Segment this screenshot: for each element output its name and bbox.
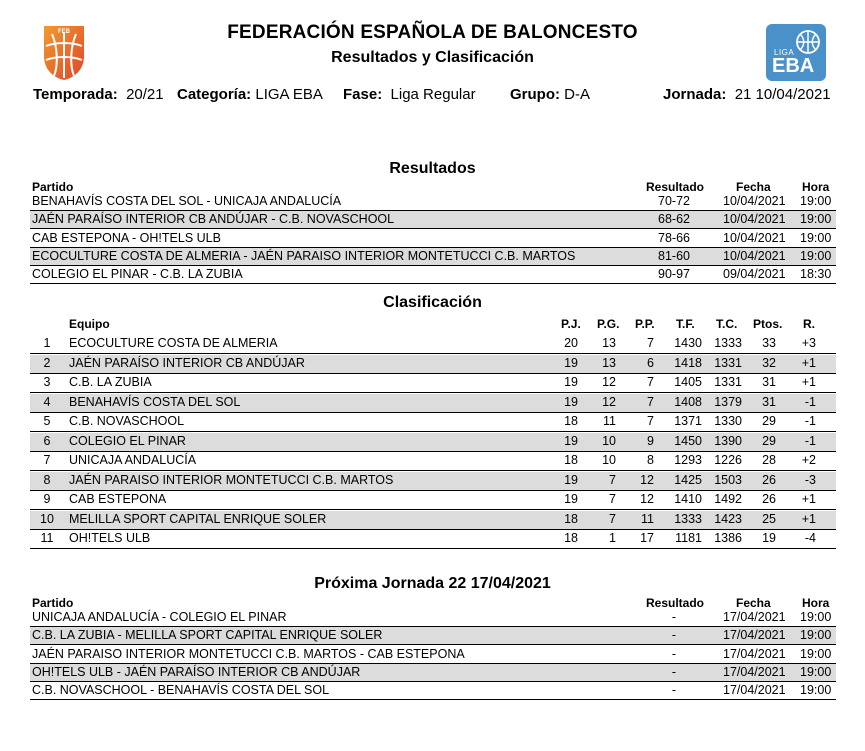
standing-pp: 8: [647, 453, 654, 467]
standing-pj: 18: [564, 414, 578, 428]
standing-r: +1: [801, 355, 816, 370]
match-partido: C.B. LA ZUBIA - MELILLA SPORT CAPITAL ENRIQUE SOLER: [32, 628, 383, 643]
standing-pp: 17: [640, 531, 654, 545]
meta-jornada: Jornada: 21 10/04/2021: [663, 86, 831, 103]
match-hora: 19:00: [800, 212, 832, 227]
standing-pj: 20: [564, 336, 578, 350]
standing-pg: 7: [609, 492, 616, 506]
standings-title: Clasificación: [383, 294, 482, 311]
standing-pp: 7: [647, 375, 654, 389]
match-fecha: 17/04/2021: [723, 628, 786, 643]
standing-pg: 13: [602, 355, 616, 370]
standing-tf: 1430: [674, 336, 702, 350]
standing-team: UNICAJA ANDALUCÍA: [69, 453, 197, 467]
standing-team: MELILLA SPORT CAPITAL ENRIQUE SOLER: [69, 511, 327, 526]
standing-team: BENAHAVÍS COSTA DEL SOL: [69, 394, 241, 409]
standing-pp: 12: [640, 472, 654, 487]
next-header-resultado: Resultado: [646, 596, 705, 610]
next-header-fecha: Fecha: [736, 596, 771, 610]
standing-pos: 8: [43, 472, 51, 487]
match-hora: 19:00: [800, 194, 832, 208]
standing-r: +1: [801, 511, 816, 526]
result-row: [30, 230, 836, 248]
standing-row: [30, 433, 836, 452]
standing-tc: 1503: [714, 472, 742, 487]
standing-pos: 4: [43, 394, 51, 409]
next-header-partido: Partido: [32, 596, 74, 610]
standing-ptos: 33: [762, 336, 776, 350]
result-row: [30, 248, 836, 266]
match-fecha: 17/04/2021: [723, 664, 786, 679]
results-header-partido: Partido: [32, 180, 74, 194]
standing-pg: 10: [602, 453, 616, 467]
result-row: [30, 193, 836, 211]
standing-row: [30, 394, 836, 413]
match-resultado: 68-62: [658, 212, 690, 227]
standing-pj: 18: [564, 453, 578, 467]
standings-header-tf: T.F.: [676, 317, 695, 331]
standing-ptos: 28: [762, 453, 776, 467]
next-match-row: [30, 664, 836, 682]
next-header-hora: Hora: [802, 596, 830, 610]
standing-pj: 19: [564, 375, 578, 389]
match-hora: 19:00: [800, 230, 832, 245]
standing-team: C.B. NOVASCHOOL: [69, 414, 185, 428]
standing-tf: 1181: [675, 531, 702, 545]
results-header-fecha: Fecha: [736, 180, 771, 194]
standing-pj: 19: [564, 433, 578, 448]
standing-pos: 6: [43, 433, 51, 448]
standing-pp: 12: [640, 492, 654, 506]
next-round-title: Próxima Jornada 22 17/04/2021: [314, 575, 551, 592]
standing-pos: 10: [40, 511, 54, 526]
match-fecha: 10/04/2021: [723, 230, 786, 245]
standing-tf: 1425: [674, 472, 702, 487]
standings-header-r: R.: [803, 317, 815, 331]
standing-pj: 19: [564, 355, 578, 370]
meta-fase: Fase: Liga Regular: [343, 86, 476, 103]
standing-r: -4: [804, 531, 816, 545]
standing-ptos: 26: [762, 472, 776, 487]
standing-team: ECOCULTURE COSTA DE ALMERIA: [69, 336, 278, 350]
standing-row: [30, 530, 836, 549]
result-row: [30, 266, 836, 284]
standing-pos: 1: [43, 336, 51, 350]
standing-pp: 11: [641, 511, 654, 526]
standing-ptos: 26: [762, 492, 776, 506]
standing-tc: 1330: [714, 414, 742, 428]
logo-eba-text: EBA: [772, 55, 815, 77]
standing-pp: 9: [647, 433, 654, 448]
standing-tc: 1386: [714, 531, 742, 545]
match-hora: 19:00: [800, 248, 832, 263]
match-resultado: 81-60: [658, 248, 690, 263]
match-hora: 19:00: [800, 683, 832, 698]
standing-pp: 7: [647, 336, 654, 350]
standings-header-equipo: Equipo: [69, 317, 110, 331]
match-hora: 18:30: [800, 267, 832, 282]
standing-pg: 7: [609, 511, 616, 526]
next-match-row: [30, 627, 836, 645]
standing-pos: 2: [43, 355, 51, 370]
match-partido: ECOCULTURE COSTA DE ALMERIA - JAÉN PARAISO INTERIOR MONTETUCCI C.B. MARTOS: [32, 248, 576, 263]
standing-pj: 19: [564, 492, 578, 506]
standing-r: +2: [801, 453, 816, 467]
match-resultado: -: [671, 683, 677, 698]
match-resultado: -: [671, 610, 677, 624]
standing-tf: 1410: [674, 492, 702, 506]
standings-header-pj: P.J.: [561, 317, 581, 331]
match-partido: COLEGIO EL PINAR - C.B. LA ZUBIA: [32, 267, 243, 282]
standing-tc: 1379: [714, 394, 742, 409]
standing-tc: 1331: [714, 375, 742, 389]
match-partido: OH!TELS ULB - JAÉN PARAÍSO INTERIOR CB ANDÚJAR: [32, 664, 361, 679]
standing-ptos: 25: [762, 511, 776, 526]
standing-pg: 12: [602, 394, 616, 409]
standing-tc: 1423: [714, 511, 742, 526]
standing-tc: 1226: [714, 453, 742, 467]
standing-tf: 1408: [674, 394, 702, 409]
match-partido: BENAHAVÍS COSTA DEL SOL - UNICAJA ANDALUCÍA: [32, 194, 342, 208]
standing-ptos: 31: [762, 394, 776, 409]
match-resultado: -: [671, 646, 677, 661]
match-partido: JAÉN PARAISO INTERIOR MONTETUCCI C.B. MARTOS - CAB ESTEPONA: [32, 646, 465, 661]
standing-r: +1: [801, 492, 816, 506]
standing-pp: 6: [647, 355, 654, 370]
standings-header-tc: T.C.: [716, 317, 738, 331]
meta-temporada: Temporada: 20/21: [33, 86, 164, 103]
next-match-row: [30, 646, 836, 664]
standing-pos: 11: [40, 531, 54, 545]
standing-ptos: 29: [762, 414, 776, 428]
standing-team: JAÉN PARAISO INTERIOR MONTETUCCI C.B. MARTOS: [69, 472, 394, 487]
next-match-row: [30, 682, 836, 700]
standings-header-pg: P.G.: [597, 317, 620, 331]
match-hora: 19:00: [800, 628, 832, 643]
standing-ptos: 32: [762, 355, 776, 370]
standing-pg: 7: [609, 472, 616, 487]
standing-pos: 5: [43, 414, 51, 428]
match-fecha: 10/04/2021: [723, 212, 786, 227]
match-hora: 19:00: [800, 610, 832, 624]
standing-pg: 12: [602, 375, 616, 389]
standing-tf: 1418: [674, 355, 702, 370]
standing-tc: 1390: [714, 433, 742, 448]
federation-title: FEDERACIÓN ESPAÑOLA DE BALONCESTO: [227, 22, 638, 43]
standing-r: -1: [804, 394, 816, 409]
standing-pp: 7: [647, 414, 654, 428]
match-resultado: -: [671, 628, 677, 643]
match-hora: 19:00: [800, 664, 832, 679]
match-partido: CAB ESTEPONA - OH!TELS ULB: [32, 230, 221, 245]
match-fecha: 17/04/2021: [723, 683, 786, 698]
match-resultado: -: [671, 664, 677, 679]
standing-r: +1: [801, 375, 816, 389]
standing-pj: 19: [564, 394, 578, 409]
meta-grupo: Grupo: D-A: [510, 86, 591, 103]
standing-pj: 18: [564, 531, 578, 545]
standing-r: -1: [804, 433, 816, 448]
standing-pg: 10: [602, 433, 616, 448]
standing-pos: 7: [43, 453, 51, 467]
standing-r: -1: [804, 414, 816, 428]
standing-pp: 7: [647, 394, 654, 409]
results-header-hora: Hora: [802, 180, 830, 194]
standing-tc: 1333: [714, 336, 742, 350]
standing-pj: 19: [564, 472, 578, 487]
standing-ptos: 31: [762, 375, 776, 389]
meta-categoria: Categoría: LIGA EBA: [177, 86, 323, 103]
match-fecha: 10/04/2021: [723, 194, 786, 208]
match-fecha: 17/04/2021: [723, 646, 786, 661]
standing-row: [30, 472, 836, 491]
match-partido: C.B. NOVASCHOOL - BENAHAVÍS COSTA DEL SOL: [32, 683, 330, 698]
next-match-row: [30, 609, 836, 627]
standing-team: CAB ESTEPONA: [69, 492, 167, 506]
standing-r: -3: [804, 472, 816, 487]
standing-pos: 3: [43, 375, 51, 389]
standing-pg: 11: [603, 414, 616, 428]
standing-pj: 18: [564, 511, 578, 526]
standing-tf: 1371: [674, 414, 702, 428]
standing-team: OH!TELS ULB: [69, 531, 151, 545]
result-row: [30, 211, 836, 229]
standing-team: JAÉN PARAÍSO INTERIOR CB ANDÚJAR: [69, 355, 305, 370]
standing-row: [30, 335, 836, 354]
results-title: Resultados: [389, 160, 476, 177]
standing-team: C.B. LA ZUBIA: [69, 375, 152, 389]
match-fecha: 09/04/2021: [723, 267, 786, 282]
match-partido: JAÉN PARAÍSO INTERIOR CB ANDÚJAR - C.B. NOVASCHOOL: [32, 212, 395, 227]
standing-team: COLEGIO EL PINAR: [69, 433, 186, 448]
logo-liga-text: LIGA: [774, 48, 795, 57]
standing-tf: 1293: [674, 453, 702, 467]
standing-row: [30, 511, 836, 530]
match-fecha: 17/04/2021: [723, 610, 786, 624]
standing-pg: 1: [609, 531, 616, 545]
match-resultado: 90-97: [658, 267, 690, 282]
standing-row: [30, 355, 836, 374]
standing-ptos: 19: [762, 531, 776, 545]
match-hora: 19:00: [800, 646, 832, 661]
standing-tf: 1450: [674, 433, 702, 448]
standing-r: +3: [801, 336, 816, 350]
standing-tf: 1405: [674, 375, 702, 389]
svg-text:FEB: FEB: [58, 29, 70, 35]
match-partido: UNICAJA ANDALUCÍA - COLEGIO EL PINAR: [32, 610, 287, 624]
standing-row: [30, 374, 836, 393]
match-resultado: 78-66: [658, 230, 690, 245]
standing-tf: 1333: [674, 511, 702, 526]
standing-tc: 1492: [714, 492, 742, 506]
standings-header-pp: P.P.: [635, 317, 655, 331]
standing-tc: 1331: [714, 355, 742, 370]
page-subtitle: Resultados y Clasificación: [331, 49, 534, 66]
standings-header-ptos: Ptos.: [753, 317, 783, 331]
standing-ptos: 29: [762, 433, 776, 448]
standing-row: [30, 491, 836, 510]
match-fecha: 10/04/2021: [723, 248, 786, 263]
standing-row: [30, 452, 836, 471]
standing-row: [30, 413, 836, 432]
standing-pos: 9: [43, 492, 51, 506]
standing-pg: 13: [602, 336, 616, 350]
match-resultado: 70-72: [658, 194, 690, 208]
results-header-resultado: Resultado: [646, 180, 705, 194]
